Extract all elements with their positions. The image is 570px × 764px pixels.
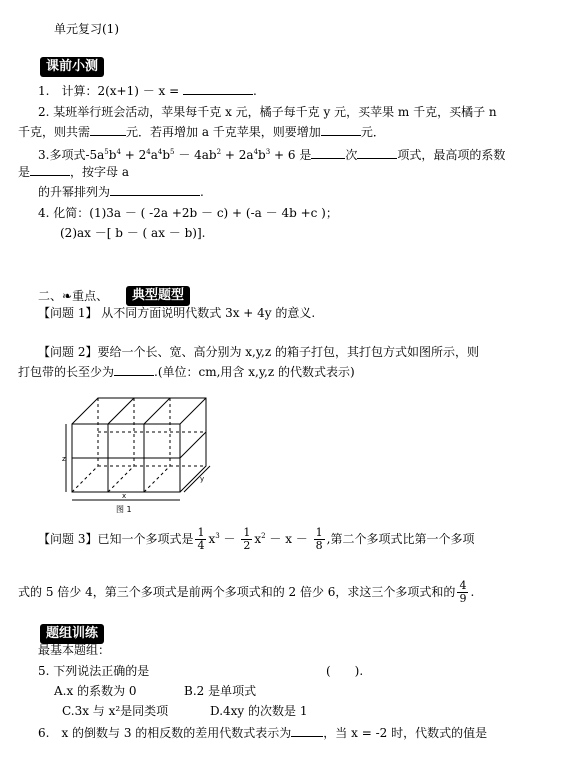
section-2-prefix: 二、: [38, 289, 63, 303]
q3-text: + 2a: [221, 148, 254, 162]
problem-1: 【问题 1】 从不同方面说明代数式 3x + 4y 的意义.: [38, 306, 316, 320]
box-packing-figure: [60, 384, 220, 514]
option-d: D.4xy 的次数是 1: [210, 704, 308, 718]
q3-text: b: [108, 148, 117, 162]
fraction-1-8: [314, 527, 325, 552]
q3-text: b: [258, 148, 266, 162]
q3-text: 是: [18, 165, 31, 179]
answer-blank: [183, 82, 253, 95]
q3-text: 项式，最高项的系数: [397, 148, 506, 162]
question-4-part1: 4. 化简：(1)3a － ( -2a +2b － c) + (-a － 4b +c )；: [38, 206, 338, 220]
denominator: 2: [243, 539, 251, 552]
question-6-text: 6. x 的倒数与 3 的相反数的差用代数式表示为: [38, 726, 292, 740]
answer-blank: [311, 146, 345, 159]
q3-text: a: [150, 148, 158, 162]
problem-3-text: .: [470, 585, 475, 599]
question-3-line3: 的升幂排列为 .: [38, 185, 204, 199]
fraction-1-4: [195, 527, 206, 552]
problem-3-text: ,第二个多项式比第一个多项: [326, 532, 475, 546]
problem-3-text: x: [254, 532, 262, 546]
fraction-4-9: [457, 580, 468, 605]
problem-3-text: －: [219, 532, 240, 546]
answer-blank: [114, 363, 154, 376]
fraction-1-2: [241, 527, 252, 552]
q3-text: 次: [345, 148, 358, 162]
problem-2-line2: [18, 363, 355, 381]
q3-text: 3.多项式-5a: [38, 148, 105, 162]
numerator: 1: [197, 526, 205, 539]
question-3-line2: [18, 163, 129, 181]
denominator: 8: [315, 539, 323, 552]
answer-blank: [30, 163, 70, 176]
question-5-paren: ( ).: [326, 664, 364, 678]
option-a: A.x 的系数为 0: [54, 684, 137, 698]
section-2-heading: [38, 287, 108, 305]
problem-3-text: 式的 5 倍少 4，第三个多项式是前两个多项式和的 2 倍少 6，求这三个多项式和的: [18, 585, 456, 599]
swirl-icon: ❧: [62, 289, 73, 303]
page-title: 单元复习(1): [54, 22, 119, 36]
basic-group-label: 最基本题组：: [38, 643, 111, 657]
option-c: C.3x 与 x²是同类项: [62, 704, 169, 718]
problem-2-text: 打包带的长至少为: [18, 365, 115, 379]
problem-3-text: x: [208, 532, 216, 546]
problem-3-text: － x －: [265, 532, 312, 546]
question-3-line1: 3.多项式$-5a^5b^4 + 2^4a^4b^5 - 4ab^2 + 2a^4b^3 + 6$ 是 次 项式，最高项的系数: [38, 148, 506, 162]
section-badge-practice: 题组训练: [40, 624, 104, 644]
numerator: 4: [459, 579, 467, 592]
question-6-text: ，当 x = -2 时，代数式的值是: [323, 726, 488, 740]
problem-3-line1: 【问题 3】已知一个多项式是 $\frac{1}{4}$ $x^3$ － $\frac{1}{2}$ $x^2 - x$ － $\frac{1}{8}$ ,第二个多项式比第一个多项: [38, 526, 475, 552]
box-back-edges: [72, 398, 206, 492]
q3-text: ，按字母 a: [70, 165, 129, 179]
z-label: z: [62, 455, 66, 463]
q3-text: － 4ab: [174, 148, 217, 162]
denominator: 4: [197, 539, 205, 552]
problem-2-line1: 【问题 2】要给一个长、宽、高分别为 x,y,z 的箱子打包，其打包方式如图所示，则: [38, 345, 479, 359]
q3-text: b: [162, 148, 171, 162]
answer-blank: [291, 724, 323, 737]
question-2-text: 元．: [360, 125, 385, 139]
problem-3-line2: [18, 578, 474, 606]
question-2-text: 千克，则共需: [18, 125, 91, 139]
question-1: 1. 计算：2(x+1) － x = .: [38, 84, 257, 98]
question-1-text: 1. 计算：2(x+1) － x =: [38, 84, 183, 98]
question-2-text: 元．若再增加 a 千克苹果，则要增加: [126, 125, 321, 139]
problem-3-text: 【问题 3】已知一个多项式是: [38, 532, 194, 546]
q3-text: + 2: [120, 148, 147, 162]
numerator: 1: [243, 526, 251, 539]
question-5: 5. 下列说法正确的是: [38, 664, 150, 678]
q3-text: + 6 是: [270, 148, 312, 162]
answer-blank: [90, 123, 126, 136]
section-badge-quiz: 课前小测: [40, 57, 104, 77]
section-badge-typical: 典型题型: [126, 286, 190, 306]
q3-text: 的升幂排列为: [38, 185, 111, 199]
answer-blank: [110, 183, 200, 196]
question-2-line1: 2. 某班举行班会活动，苹果每千克 x 元，橘子每千克 y 元，买苹果 m 千克，买橘子 n: [38, 105, 497, 119]
question-4-part2: (2)ax －[ b － ( ax － b)].: [60, 226, 206, 240]
answer-blank: [357, 146, 397, 159]
denominator: 9: [459, 592, 467, 605]
x-label: x: [122, 492, 127, 500]
problem-2-text: .(单位：cm,用含 x,y,z 的代数式表示): [154, 365, 355, 379]
numerator: 1: [315, 526, 323, 539]
question-2-line2: [18, 123, 385, 141]
y-label: y: [200, 475, 205, 483]
question-6: [38, 724, 487, 742]
answer-blank: [321, 123, 361, 136]
option-b: B.2 是单项式: [184, 684, 257, 698]
section-2-mid: 重点、: [72, 289, 109, 303]
figure-caption: 图 1: [116, 505, 132, 514]
